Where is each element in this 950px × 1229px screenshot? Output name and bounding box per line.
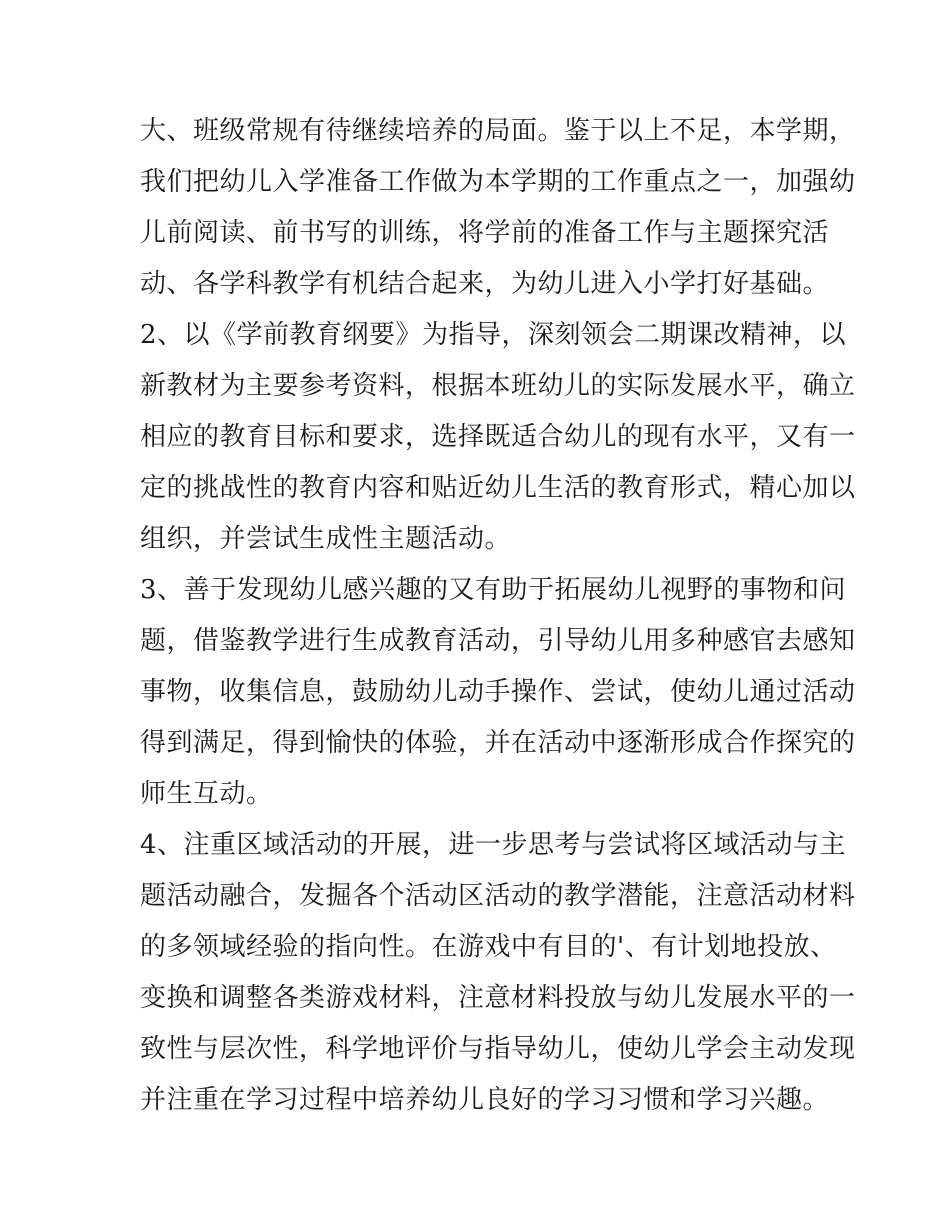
- text-line: 组织，并尝试生成性主题活动。: [140, 524, 512, 554]
- text-line: 2、以《学前教育纲要》为指导，深刻领会二期课改精神，以: [140, 320, 847, 350]
- body-text: [140, 106, 856, 1126]
- text-line: 相应的教育目标和要求，选择既适合幼儿的现有水平，又有一: [140, 422, 856, 452]
- text-line: 儿前阅读、前书写的训练，将学前的准备工作与主题探究活: [140, 218, 830, 248]
- text-line: 致性与层次性，科学地评价与指导幼儿，使幼儿学会主动发现: [140, 1034, 856, 1064]
- text-line: 定的挑战性的教育内容和贴近幼儿生活的教育形式，精心加以: [140, 473, 856, 503]
- text-line: 变换和调整各类游戏材料，注意材料投放与幼儿发展水平的一: [140, 983, 856, 1013]
- text-line: 的多领域经验的指向性。在游戏中有目的'、有计划地投放、: [140, 932, 837, 962]
- text-line: 我们把幼儿入学准备工作做为本学期的工作重点之一，加强幼: [140, 167, 856, 197]
- text-line: 新教材为主要参考资料，根据本班幼儿的实际发展水平，确立: [140, 371, 856, 401]
- text-line: 师生互动。: [140, 779, 273, 809]
- text-line: 动、各学科教学有机结合起来，为幼儿进入小学打好基础。: [140, 269, 830, 299]
- text-line: 题活动融合，发掘各个活动区活动的教学潜能，注意活动材料: [140, 881, 856, 911]
- text-line: 事物，收集信息，鼓励幼儿动手操作、尝试，使幼儿通过活动: [140, 677, 856, 707]
- text-line: 4、注重区域活动的开展，进一步思考与尝试将区域活动与主: [140, 830, 847, 860]
- text-line: 3、善于发现幼儿感兴趣的又有助于拓展幼儿视野的事物和问: [140, 575, 847, 605]
- text-line: 大、班级常规有待继续培养的局面。鉴于以上不足，本学期，: [140, 116, 856, 146]
- text-line: 题，借鉴教学进行生成教育活动，引导幼儿用多种感官去感知: [140, 626, 856, 656]
- text-line: 得到满足，得到愉快的体验，并在活动中逐渐形成合作探究的: [140, 728, 856, 758]
- text-line: 并注重在学习过程中培养幼儿良好的学习习惯和学习兴趣。: [140, 1085, 830, 1115]
